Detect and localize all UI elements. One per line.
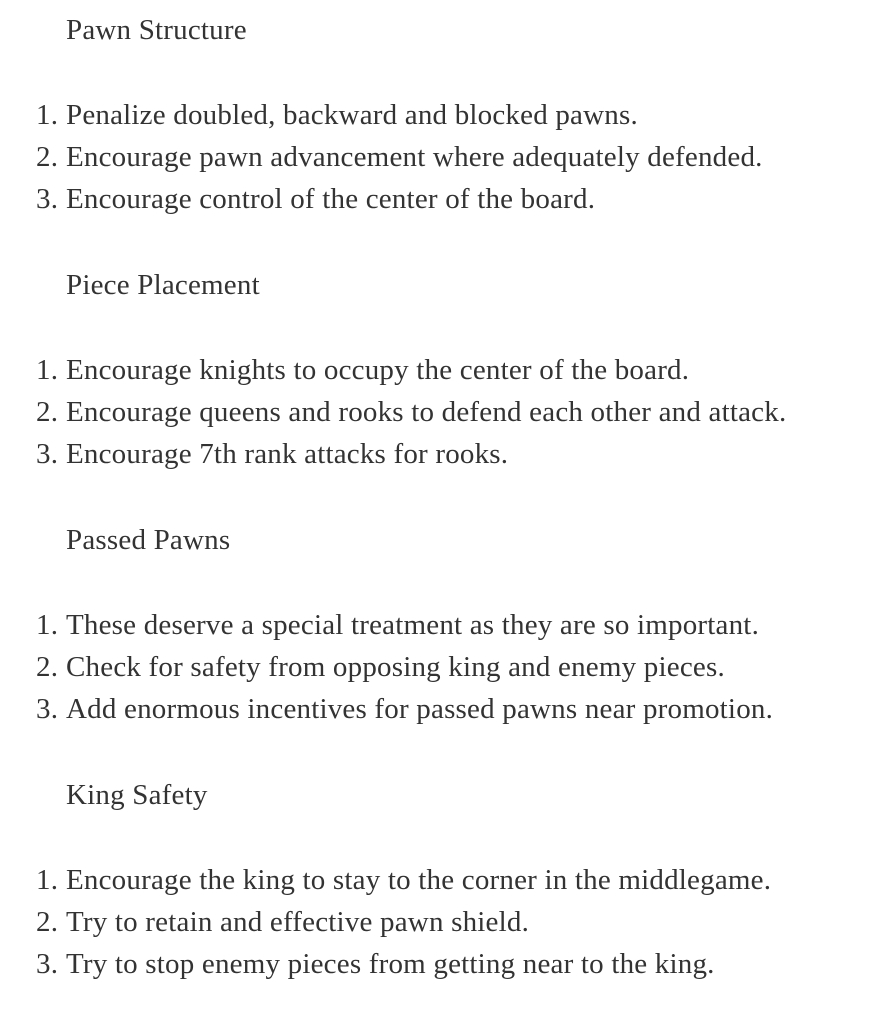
list-item [0, 94, 878, 136]
numbered-list [0, 94, 878, 220]
list-item [0, 604, 878, 646]
list-item-number: 3. [36, 183, 59, 215]
numbered-list [0, 604, 878, 730]
list-item-text: Encourage control of the center of the board. [66, 183, 596, 215]
section-pawn-structure [0, 12, 878, 220]
list-item-text: Try to stop enemy pieces from getting near to the king. [66, 948, 715, 980]
numbered-list [0, 349, 878, 475]
list-item [0, 178, 878, 220]
list-item-text: Penalize doubled, backward and blocked pawns. [66, 99, 638, 131]
list-item-text: Check for safety from opposing king and enemy pieces. [66, 651, 725, 683]
list-item [0, 646, 878, 688]
section-heading: Pawn Structure [66, 14, 247, 46]
list-item-number: 2. [36, 906, 59, 938]
section-passed-pawns [0, 522, 878, 730]
list-item-text: Encourage 7th rank attacks for rooks. [66, 438, 509, 470]
list-item-number: 2. [36, 396, 59, 428]
section-heading: Piece Placement [66, 269, 260, 301]
section-piece-placement [0, 267, 878, 475]
list-item-text: Encourage knights to occupy the center of the board. [66, 354, 690, 386]
list-item-text: Add enormous incentives for passed pawns near promotion. [66, 693, 774, 725]
list-item-number: 3. [36, 948, 59, 980]
section-king-safety [0, 777, 878, 985]
list-item-text: Try to retain and effective pawn shield. [66, 906, 530, 938]
list-item-number: 1. [36, 99, 59, 131]
list-item-number: 2. [36, 141, 59, 173]
list-item [0, 433, 878, 475]
list-item [0, 901, 878, 943]
list-item-number: 1. [36, 609, 59, 641]
list-item-text: Encourage pawn advancement where adequately defended. [66, 141, 763, 173]
list-item [0, 349, 878, 391]
list-item [0, 943, 878, 985]
list-item-text: These deserve a special treatment as they are so important. [66, 609, 760, 641]
section-heading: Passed Pawns [66, 524, 231, 556]
list-item-number: 2. [36, 651, 59, 683]
list-item-number: 3. [36, 693, 59, 725]
list-item-text: Encourage queens and rooks to defend each other and attack. [66, 396, 787, 428]
section-heading: King Safety [66, 779, 208, 811]
list-item [0, 688, 878, 730]
list-item [0, 136, 878, 178]
list-item [0, 391, 878, 433]
list-item-text: Encourage the king to stay to the corner in the middlegame. [66, 864, 772, 896]
numbered-list [0, 859, 878, 985]
list-item-number: 1. [36, 864, 59, 896]
list-item [0, 859, 878, 901]
list-item-number: 3. [36, 438, 59, 470]
list-item-number: 1. [36, 354, 59, 386]
